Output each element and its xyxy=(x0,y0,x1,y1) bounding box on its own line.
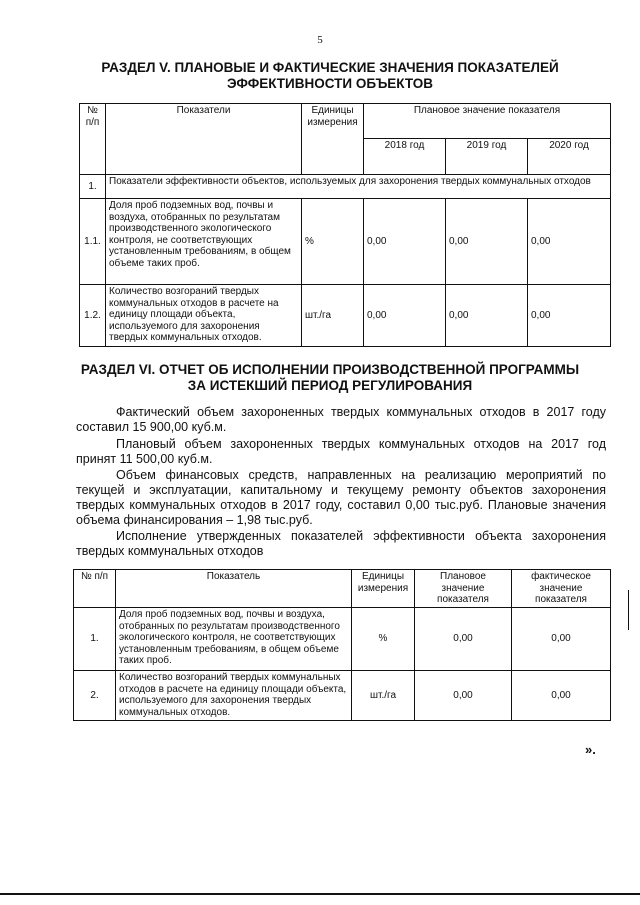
table-row xyxy=(80,199,611,285)
row-num: 1.1. xyxy=(80,199,106,285)
row-plan: 0,00 xyxy=(415,671,512,721)
row-value-2019: 0,00 xyxy=(446,199,528,285)
page-number: 5 xyxy=(317,34,323,46)
row-unit: шт./га xyxy=(302,285,364,347)
row-unit: % xyxy=(302,199,364,285)
table-row xyxy=(74,671,611,721)
row-plan: 0,00 xyxy=(415,608,512,671)
header-num: № п/п xyxy=(80,104,106,175)
row-value-2020: 0,00 xyxy=(528,199,611,285)
header-plan: Плановое значение показателя xyxy=(415,570,512,608)
row-indicator: Доля проб подземных вод, почвы и воздуха, отобранных по результатам производственного экологического контроля, не соответствующих установленным требованиям, в общем объеме таких проб. xyxy=(116,608,352,671)
paragraph-text: Объем финансовых средств, направленных на реализацию мероприятий по текущей и эксплуатации, капитальному и текущему ремонту объектов захоронения твердых коммунальных отходов в 2017 году, составил 0,00 тыс.руб. Плановые значения объема финансирования – 1,98 тыс.руб. xyxy=(76,468,606,527)
paragraph-execution xyxy=(76,529,606,559)
section-6-title: РАЗДЕЛ VI. ОТЧЕТ ОБ ИСПОЛНЕНИИ ПРОИЗВОДСТВЕННОЙ ПРОГРАММЫ ЗА ИСТЕКШИЙ ПЕРИОД РЕГУЛИРОВАНИЯ xyxy=(80,362,580,393)
row-num: 2. xyxy=(74,671,116,721)
execution-indicators-table xyxy=(73,569,611,721)
paragraph-financing xyxy=(76,468,606,528)
paragraph-text: Фактический объем захороненных твердых коммунальных отходов в 2017 году составил 15 900,00 куб.м. xyxy=(76,405,606,434)
header-units: Единицы измерения xyxy=(352,570,415,608)
group-title: Показатели эффективности объектов, используемых для захоронения твердых коммунальных отходов xyxy=(106,175,611,199)
row-unit: шт./га xyxy=(352,671,415,721)
row-num: 1.2. xyxy=(80,285,106,347)
closing-quote-mark: ». xyxy=(585,742,596,757)
row-indicator: Количество возгораний твердых коммунальных отходов в расчете на единицу площади объекта, используемого для захоронения твердых коммунальных отходов. xyxy=(116,671,352,721)
header-units: Единицы измерения xyxy=(302,104,364,175)
row-fact: 0,00 xyxy=(512,671,611,721)
paragraph-text: Исполнение утвержденных показателей эффективности объекта захоронения твердых коммунальных отходов xyxy=(76,529,606,558)
scan-edge-line xyxy=(628,590,629,630)
header-fact: фактическое значение показателя xyxy=(512,570,611,608)
row-unit: % xyxy=(352,608,415,671)
row-indicator: Доля проб подземных вод, почвы и воздуха, отобранных по результатам производственного экологического контроля, не соответствующих установленным требованиям, в общем объеме таких проб. xyxy=(106,199,302,285)
row-fact: 0,00 xyxy=(512,608,611,671)
paragraph-planned-volume xyxy=(76,437,606,467)
row-value-2018: 0,00 xyxy=(364,285,446,347)
row-value-2019: 0,00 xyxy=(446,285,528,347)
planned-indicators-table xyxy=(79,103,611,347)
scan-edge-line xyxy=(0,893,640,895)
header-year-2018: 2018 год xyxy=(364,139,446,175)
table-row xyxy=(74,608,611,671)
table-row xyxy=(80,285,611,347)
header-year-2019: 2019 год xyxy=(446,139,528,175)
header-year-2020: 2020 год xyxy=(528,139,611,175)
row-num: 1. xyxy=(74,608,116,671)
header-plan: Плановое значение показателя xyxy=(364,104,611,139)
row-indicator: Количество возгораний твердых коммунальных отходов в расчете на единицу площади объекта, используемого для захоронения твердых коммунальных отходов. xyxy=(106,285,302,347)
header-indicator: Показатель xyxy=(116,570,352,608)
header-num: № п/п xyxy=(74,570,116,608)
group-num: 1. xyxy=(80,175,106,199)
paragraph-text: Плановый объем захороненных твердых коммунальных отходов на 2017 год принят 11 500,00 куб.м. xyxy=(76,437,606,466)
header-indicator: Показатели xyxy=(106,104,302,175)
row-value-2020: 0,00 xyxy=(528,285,611,347)
section-5-title: РАЗДЕЛ V. ПЛАНОВЫЕ И ФАКТИЧЕСКИЕ ЗНАЧЕНИЯ ПОКАЗАТЕЛЕЙ ЭФФЕКТИВНОСТИ ОБЪЕКТОВ xyxy=(101,60,559,91)
paragraph-actual-volume xyxy=(76,405,606,435)
row-value-2018: 0,00 xyxy=(364,199,446,285)
